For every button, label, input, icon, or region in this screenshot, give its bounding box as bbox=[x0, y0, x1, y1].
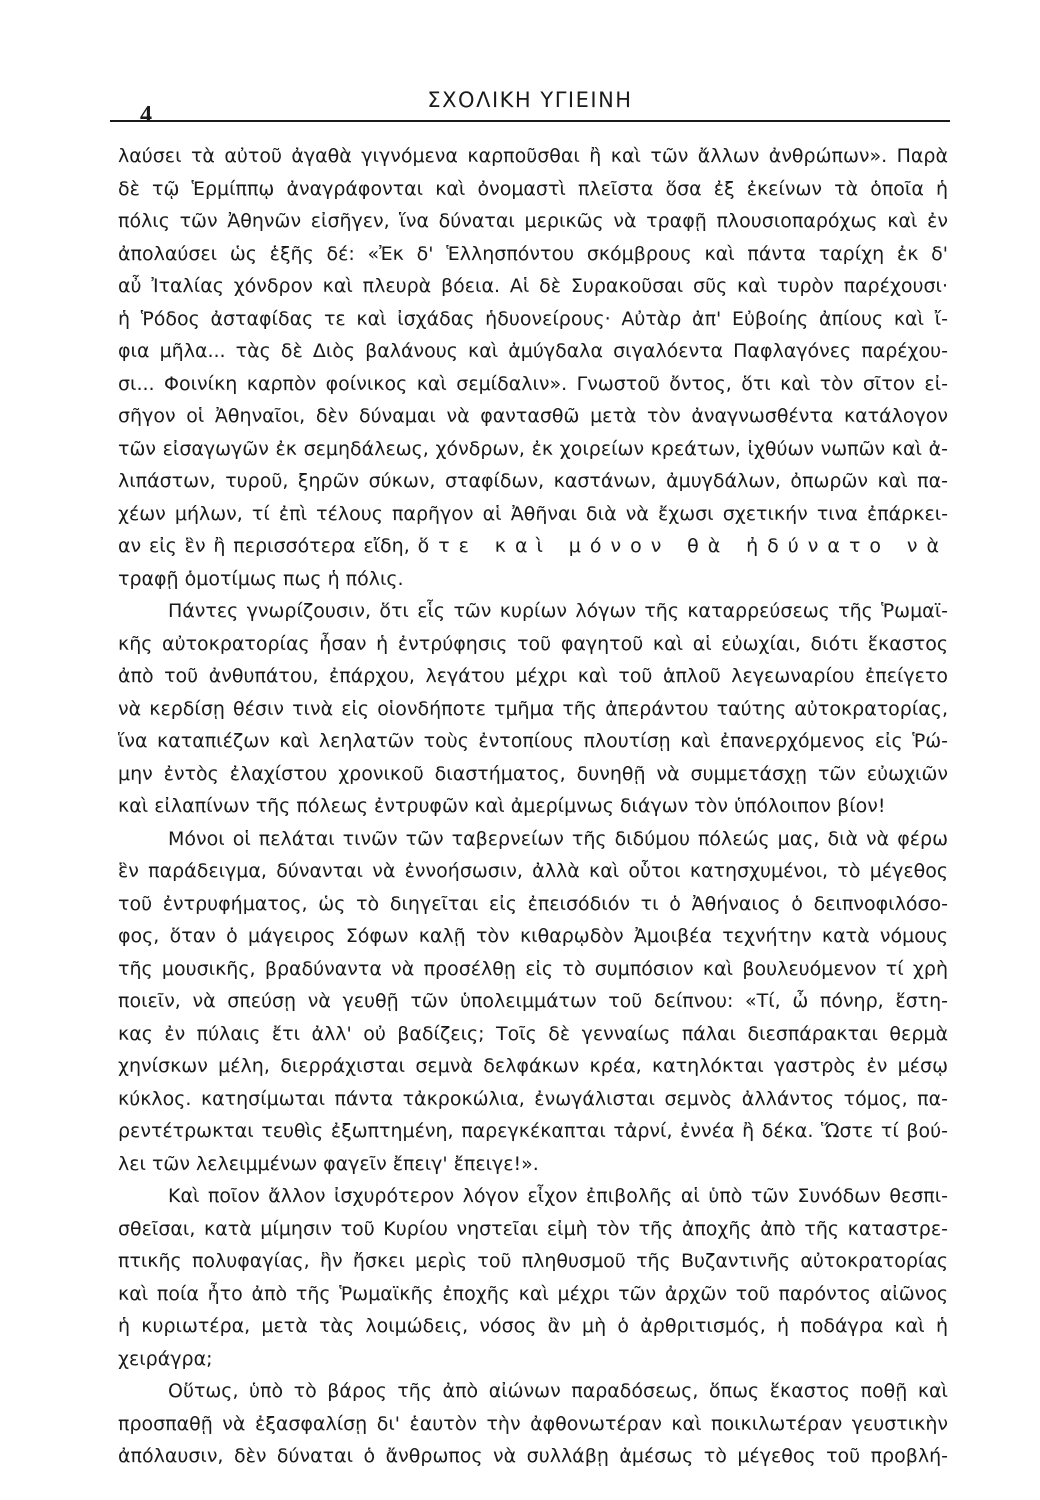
running-title: ΣΧΟΛΙΚΗ ΥΓΙΕΙΝΗ bbox=[427, 88, 633, 112]
text-line bbox=[118, 530, 948, 563]
text-line: νὰ κερδίσῃ θέσιν τινὰ εἰς οἱονδήποτε τμῆμα τῆς ἀπεράντου ταύτης αὐτοκρατορίας, bbox=[118, 697, 948, 720]
text-line: καὶ ποία ἦτο ἀπὸ τῆς Ῥωμαϊκῆς ἐποχῆς καὶ μέχρι τῶν ἀρχῶν τοῦ παρόντος αἰῶνος bbox=[118, 1282, 948, 1305]
text-line: χηνίσκων μέλη, διερράχισται σεμνὰ δελφάκων κρέα, κατηλόκται γαστρὸς ἐν μέσῳ bbox=[118, 1055, 948, 1077]
text-line: χειράγρα; bbox=[118, 1347, 213, 1370]
text-line: τῆς μουσικῆς, βραδύναντα νὰ προσέλθῃ εἰς τὸ συμπόσιον καὶ βουλευόμενον τί χρὴ bbox=[118, 957, 948, 980]
text-span: αν εἰς ἓν ἢ περισσότερα εἴδη, bbox=[118, 535, 410, 557]
text-line: κύκλος. κατησίμωται πάντα τἀκροκώλια, ἐνωγάλισται σεμνὸς ἀλλάντος τόμος, πα- bbox=[118, 1087, 948, 1110]
paragraph-start: Οὕτως, ὑπὸ τὸ βάρος τῆς ἀπὸ αἰώνων παραδόσεως, ὅπως ἕκαστος ποθῇ καὶ bbox=[168, 1380, 948, 1402]
text-line: καὶ εἰλαπίνων τῆς πόλεως ἐντρυφῶν καὶ ἀμερίμνως διάγων τὸν ὑπόλοιπον βίον! bbox=[118, 795, 886, 817]
header-rule bbox=[110, 120, 950, 122]
text-line: ἡ Ῥόδος ἀσταφίδας τε καὶ ἰσχάδας ἡδυονείρους· Αὐτὰρ ἀπ' Εὐβοίης ἀπίους καὶ ἴ- bbox=[118, 307, 948, 330]
text-line: σῆγον οἱ Ἀθηναῖοι, δὲν δύναμαι νὰ φαντασθῶ μετὰ τὸν ἀναγνωσθέντα κατάλογον bbox=[118, 405, 948, 427]
text-line: ποιεῖν, νὰ σπεύσῃ νὰ γευθῇ τῶν ὑπολειμμάτων τοῦ δείπνου: «Τί, ὦ πόνηρ, ἕστη- bbox=[118, 990, 948, 1012]
page-header bbox=[110, 86, 950, 126]
text-line: λαύσει τὰ αὐτοῦ ἀγαθὰ γιγνόμενα καρποῦσθαι ἢ καὶ τῶν ἄλλων ἀνθρώπων». Παρὰ bbox=[118, 145, 948, 167]
body-text bbox=[118, 140, 948, 1473]
text-line: λει τῶν λελειμμένων φαγεῖν ἔπειγ' ἔπειγε!». bbox=[118, 1152, 539, 1175]
text-line: ἵνα καταπιέζων καὶ λεηλατῶν τοὺς ἐντοπίους πλουτίσῃ καὶ ἐπανερχόμενος εἰς Ῥώ- bbox=[118, 730, 948, 752]
text-line: δὲ τῷ Ἑρμίππῳ ἀναγράφονται καὶ ὀνομαστὶ πλεῖστα ὅσα ἐξ ἐκείνων τὰ ὁποῖα ἡ bbox=[118, 177, 948, 200]
text-line: τραφῇ ὁμοτίμως πως ἡ πόλις. bbox=[118, 567, 404, 590]
text-line: λιπάστων, τυροῦ, ξηρῶν σύκων, σταφίδων, καστάνων, ἀμυγδάλων, ὀπωρῶν καὶ πα- bbox=[118, 470, 948, 492]
text-line: ἀπόλαυσιν, δὲν δύναται ὁ ἄνθρωπος νὰ συλλάβῃ ἀμέσως τὸ μέγεθος τοῦ προβλή- bbox=[118, 1445, 948, 1467]
text-line: ἀπὸ τοῦ ἀνθυπάτου, ἐπάρχου, λεγάτου μέχρι καὶ τοῦ ἁπλοῦ λεγεωναρίου ἐπείγετο bbox=[118, 665, 948, 687]
text-line: ρεντέτρωκται τευθὶς ἐξωπτημένη, παρεγκέκαπται τἀρνί, ἐννέα ἢ δέκα. Ὥστε τί βού- bbox=[118, 1120, 948, 1142]
paragraph-start: Καὶ ποῖον ἄλλον ἰσχυρότερον λόγον εἶχον ἐπιβολῆς αἱ ὑπὸ τῶν Συνόδων θεσπι- bbox=[168, 1185, 948, 1207]
paragraph-start: Μόνοι οἱ πελάται τινῶν τῶν ταβερνείων τῆς διδύμου πόλεώς μας, διὰ νὰ φέρω bbox=[168, 827, 948, 850]
text-line: φια μῆλα... τὰς δὲ Διὸς βαλάνους καὶ ἀμύγδαλα σιγαλόεντα Παφλαγόνες παρέχου- bbox=[118, 340, 948, 362]
spaced-emphasis: ὅτε καὶ μόνον θὰ ἠδύνατο νὰ bbox=[417, 535, 948, 557]
text-line: κῆς αὐτοκρατορίας ἦσαν ἡ ἐντρύφησις τοῦ φαγητοῦ καὶ αἱ εὐωχίαι, διότι ἕκαστος bbox=[118, 632, 948, 655]
text-line: τοῦ ἐντρυφήματος, ὡς τὸ διηγεῖται εἰς ἐπεισόδιόν τι ὁ Ἀθήναιος ὁ δειπνοφιλόσο- bbox=[118, 892, 948, 915]
text-line: σι... Φοινίκη καρπὸν φοίνικος καὶ σεμίδαλιν». Γνωστοῦ ὄντος, ὅτι καὶ τὸν σῖτον εἰ- bbox=[118, 372, 948, 395]
text-line: πόλις τῶν Ἀθηνῶν εἰσῆγεν, ἵνα δύναται μερικῶς νὰ τραφῇ πλουσιοπαρόχως καὶ ἐν bbox=[118, 210, 948, 232]
text-line: μην ἐντὸς ἐλαχίστου χρονικοῦ διαστήματος, δυνηθῇ νὰ συμμετάσχῃ τῶν εὐωχιῶν bbox=[118, 762, 948, 785]
text-line: ἀπολαύσει ὡς ἑξῆς δέ: «Ἐκ δ' Ἑλλησπόντου σκόμβρους καὶ πάντα ταρίχη ἐκ δ' bbox=[118, 242, 948, 265]
text-line: κας ἐν πύλαις ἔτι ἀλλ' οὐ βαδίζεις; Τοῖς δὲ γενναίως πάλαι διεσπάρακται θερμὰ bbox=[118, 1022, 948, 1045]
text-line: σθεῖσαι, κατὰ μίμησιν τοῦ Κυρίου νηστεῖαι εἰμὴ τὸν τῆς ἀποχῆς ἀπὸ τῆς καταστρε- bbox=[118, 1217, 948, 1240]
text-line: φος, ὅταν ὁ μάγειρος Σόφων καλῇ τὸν κιθαρῳδὸν Ἀμοιβέα τεχνήτην κατὰ νόμους bbox=[118, 925, 948, 947]
text-line: τῶν εἰσαγωγῶν ἐκ σεμηδάλεως, χόνδρων, ἐκ χοιρείων κρεάτων, ἰχθύων νωπῶν καὶ ἀ- bbox=[118, 437, 948, 460]
text-line: πτικῆς πολυφαγίας, ἣν ἤσκει μερὶς τοῦ πληθυσμοῦ τῆς Βυζαντινῆς αὐτοκρατορίας bbox=[118, 1250, 948, 1272]
paragraph-start: Πάντες γνωρίζουσιν, ὅτι εἷς τῶν κυρίων λόγων τῆς καταρρεύσεως τῆς Ῥωμαϊ- bbox=[168, 600, 948, 622]
text-line: ἡ κυριωτέρα, μετὰ τὰς λοιμώδεις, νόσος ἂν μὴ ὁ ἀρθριτισμός, ἡ ποδάγρα καὶ ἡ bbox=[118, 1315, 948, 1337]
text-line: προσπαθῇ νὰ ἐξασφαλίσῃ δι' ἑαυτὸν τὴν ἀφθονωτέραν καὶ ποικιλωτέραν γευστικὴν bbox=[118, 1412, 948, 1435]
text-line: αὖ Ἰταλίας χόνδρον καὶ πλευρὰ βόεια. Αἱ δὲ Συρακοῦσαι σῦς καὶ τυρὸν παρέχουσι· bbox=[118, 275, 948, 297]
text-line: ἓν παράδειγμα, δύνανται νὰ ἐννοήσωσιν, ἀλλὰ καὶ οὗτοι κατησχυμένοι, τὸ μέγεθος bbox=[118, 860, 948, 882]
page-number: 4 bbox=[140, 102, 152, 128]
text-line: χέων μήλων, τί ἐπὶ τέλους παρῆγον αἱ Ἀθῆναι διὰ νὰ ἔχωσι σχετικήν τινα ἐπάρκει- bbox=[118, 502, 948, 525]
